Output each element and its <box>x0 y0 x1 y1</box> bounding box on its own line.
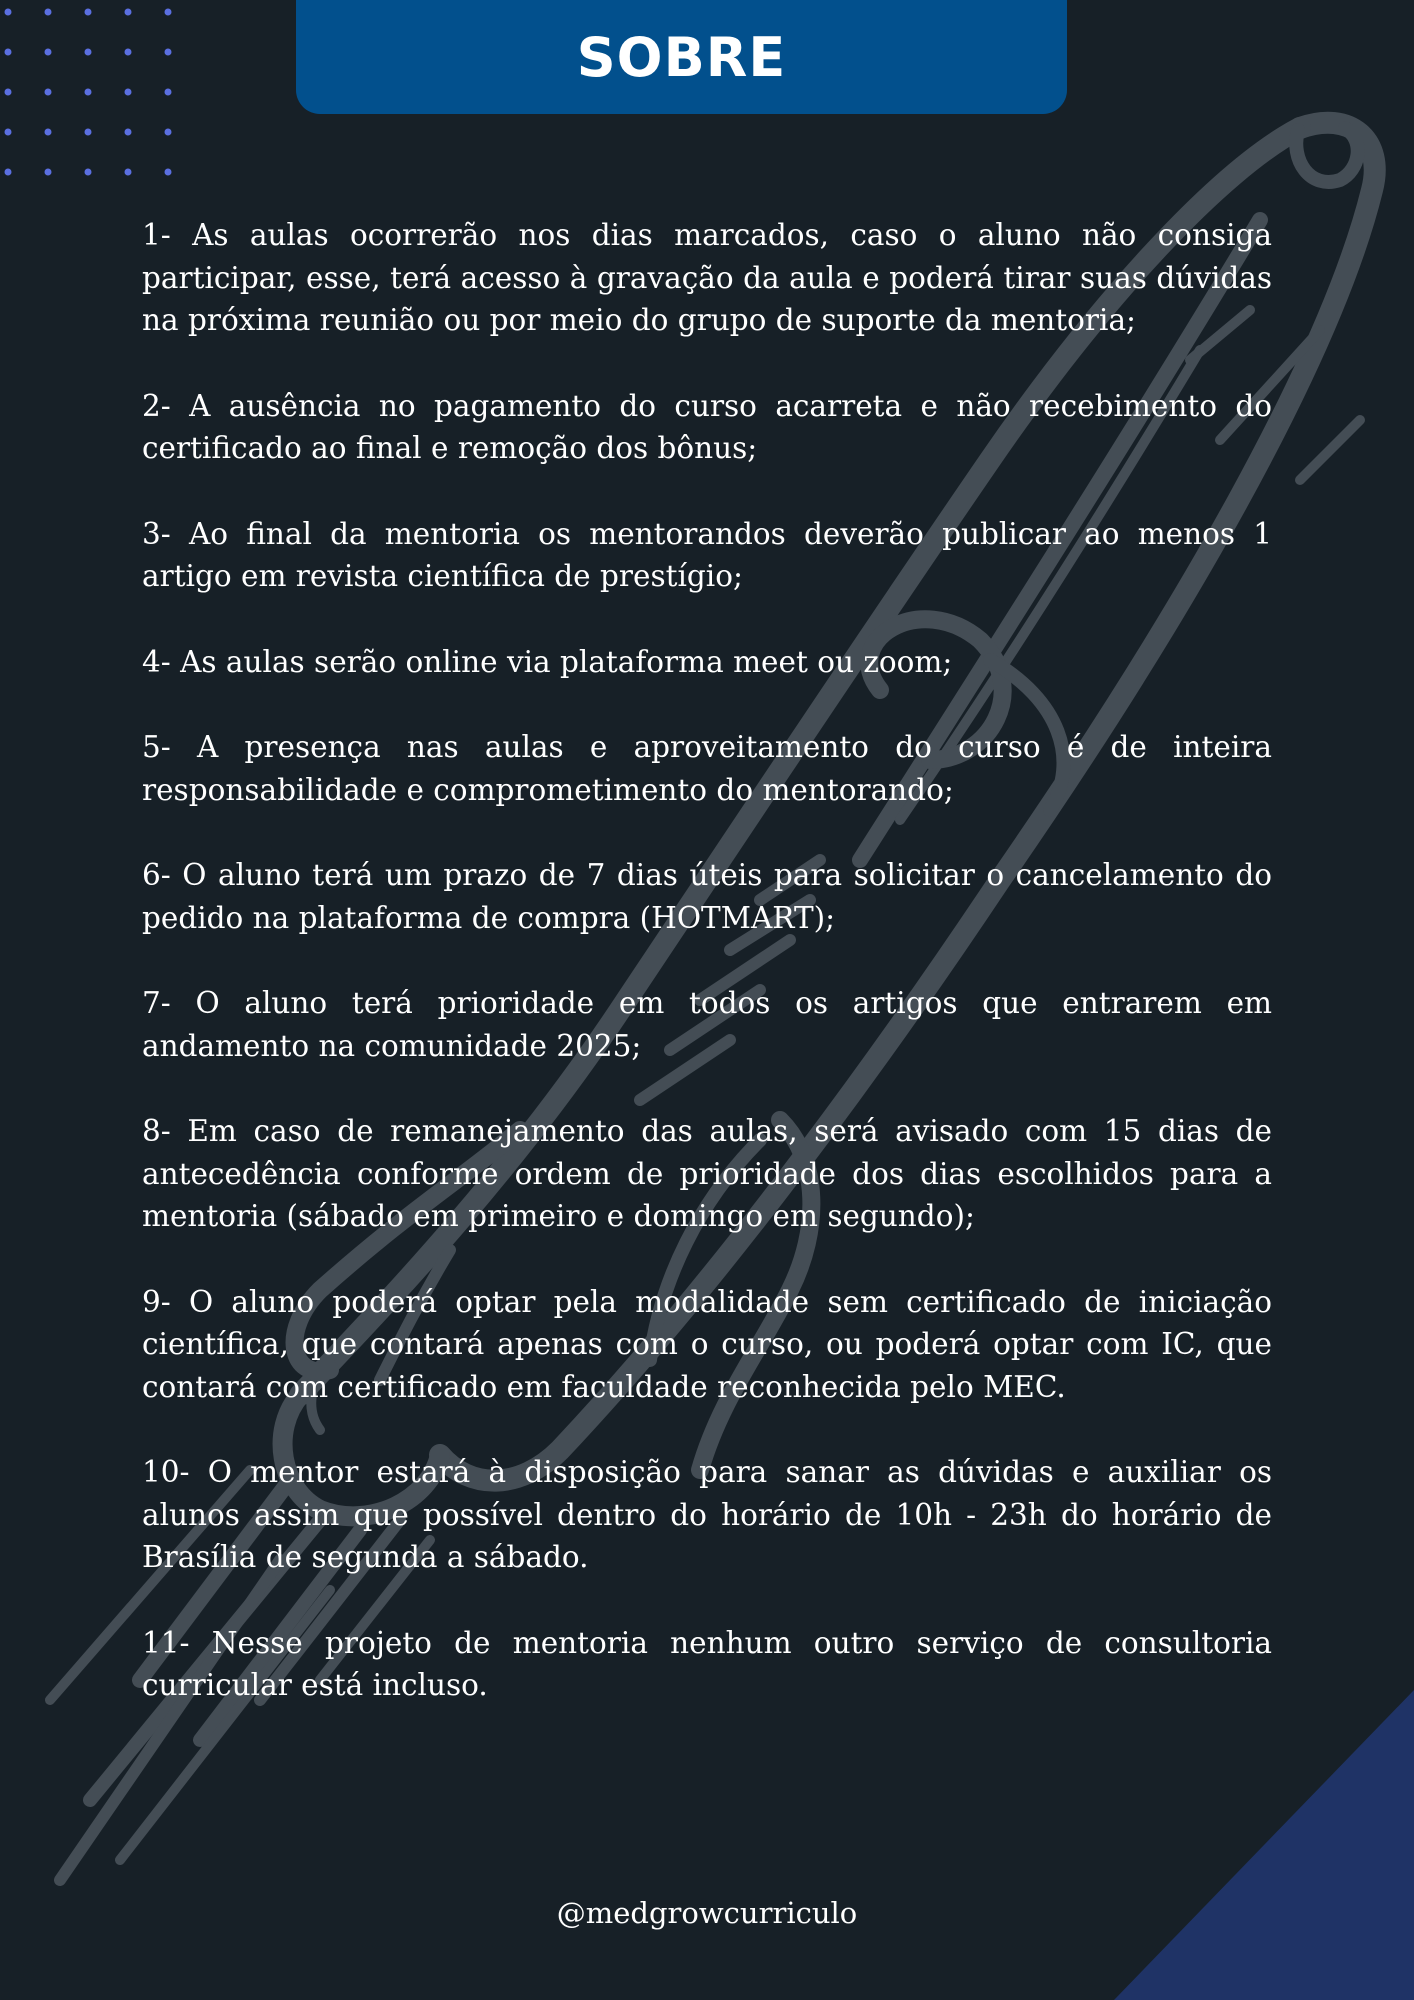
clause-3: 3- Ao final da mentoria os mentorandos deverão publicar ao menos 1 artigo em revista científica de prestígio; <box>142 516 1272 593</box>
clause-7: 7- O aluno terá prioridade em todos os artigos que entrarem em andamento na comunidade 2025; <box>142 986 1272 1063</box>
clause-5: 5- A presença nas aulas e aproveitamento do curso é de inteira responsabilidade e comprometimento do mentorando; <box>142 730 1272 807</box>
clause-11: 11- Nesse projeto de mentoria nenhum outro serviço de consultoria curricular está incluso. <box>142 1625 1272 1702</box>
clause-6: 6- O aluno terá um prazo de 7 dias úteis para solicitar o cancelamento do pedido na plataforma de compra (HOTMART); <box>142 858 1272 935</box>
clause-1: 1- As aulas ocorrerão nos dias marcados, caso o aluno não consiga participar, esse, terá acesso à gravação da aula e poderá tirar suas dúvidas na próxima reunião ou por meio do grupo de suporte da mentoria; <box>142 218 1272 337</box>
page-title: SOBRE <box>576 25 787 89</box>
clause-10: 10- O mentor estará à disposição para sanar as dúvidas e auxiliar os alunos assim que possível dentro do horário de 10h - 23h do horário de Brasília de segunda a sábado. <box>142 1455 1272 1574</box>
clause-9: 9- O aluno poderá optar pela modalidade sem certificado de iniciação científica, que contará apenas com o curso, ou poderá optar com IC, que contará com certificado em faculdade reconhecida pelo MEC. <box>142 1284 1272 1404</box>
clause-8: 8- Em caso de remanejamento das aulas, será avisado com 15 dias de antecedência conforme ordem de prioridade dos dias escolhidos para a mentoria (sábado em primeiro e domingo em segundo); <box>142 1114 1272 1233</box>
social-handle: @medgrowcurriculo <box>556 1896 858 1930</box>
terms-list <box>142 214 1272 1750</box>
title-banner <box>296 0 1067 114</box>
clause-4: 4- As aulas serão online via plataforma meet ou zoom; <box>142 644 953 679</box>
clause-2: 2- A ausência no pagamento do curso acarreta e não recebimento do certificado ao final e remoção dos bônus; <box>142 388 1272 465</box>
